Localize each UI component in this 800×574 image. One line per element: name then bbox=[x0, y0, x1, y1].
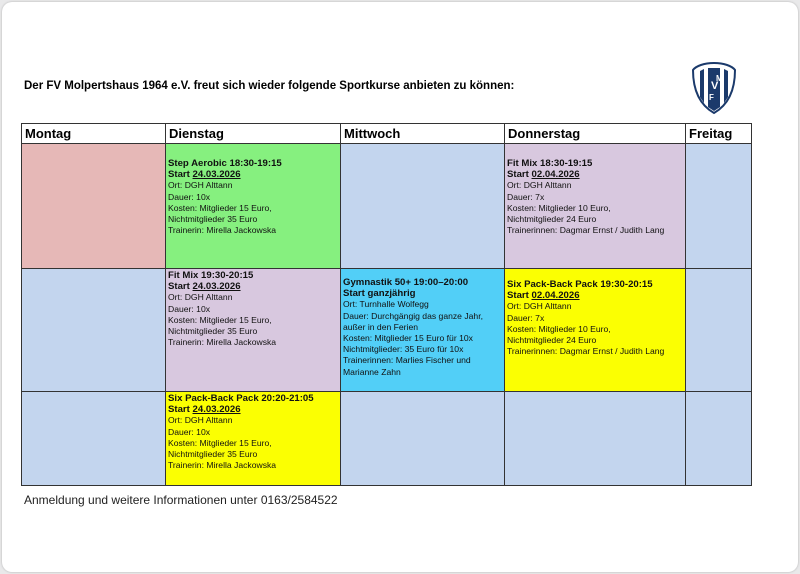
logo-letter-m: M bbox=[716, 74, 723, 83]
course-title: Six Pack-Back Pack 19:30-20:15 bbox=[507, 279, 653, 290]
course-title: Fit Mix 18:30-19:15 bbox=[507, 158, 593, 169]
day-header-montag: Montag bbox=[22, 124, 166, 144]
course-trainer: Trainerin: Mirella Jackowska bbox=[168, 225, 277, 236]
course-duration-note: außer in den Ferien bbox=[343, 321, 418, 332]
course-title: Step Aerobic 18:30-19:15 bbox=[168, 158, 282, 169]
course-start: Start 02.04.2026 bbox=[507, 169, 580, 181]
course-trainer: Trainerinnen: Dagmar Ernst / Judith Lang bbox=[507, 346, 665, 357]
course-step-aerobic bbox=[166, 144, 341, 269]
course-start: Start 24.03.2026 bbox=[168, 281, 241, 293]
course-title: Six Pack-Back Pack 20:20-21:05 bbox=[168, 393, 314, 404]
course-location: Ort: DGH Alttann bbox=[507, 180, 572, 191]
course-start: Start 02.04.2026 bbox=[507, 290, 580, 302]
start-date: 02.04.2026 bbox=[531, 290, 580, 302]
course-cost-nonmembers: Nichtmitglieder 24 Euro bbox=[507, 214, 597, 225]
course-start: Start 24.03.2026 bbox=[168, 169, 241, 181]
course-location: Ort: DGH Alttann bbox=[168, 415, 233, 426]
course-title: Gymnastik 50+ 19:00–20:00 bbox=[343, 277, 469, 288]
logo-letter-f: F bbox=[709, 93, 714, 102]
course-location: Ort: DGH Alttann bbox=[507, 301, 572, 312]
course-trainer: Trainerin: Mirella Jackowska bbox=[168, 460, 277, 471]
logo-letter-v: V bbox=[711, 80, 719, 92]
course-duration: Dauer: Durchgängig das ganze Jahr, bbox=[343, 310, 483, 321]
course-gymnastik-50plus bbox=[341, 269, 505, 392]
course-six-pack-thursday bbox=[505, 269, 686, 392]
course-duration: Dauer: 10x bbox=[168, 426, 211, 437]
start-date: 02.04.2026 bbox=[531, 169, 580, 181]
day-header-mittwoch: Mittwoch bbox=[341, 124, 505, 144]
course-duration: Dauer: 10x bbox=[168, 303, 211, 314]
course-location: Ort: Turnhalle Wolfegg bbox=[343, 299, 429, 310]
course-duration: Dauer: 7x bbox=[507, 191, 545, 202]
cell-freitag-row2 bbox=[686, 269, 751, 392]
club-logo bbox=[690, 61, 738, 115]
day-header-donnerstag: Donnerstag bbox=[505, 124, 686, 144]
cell-freitag-row1 bbox=[686, 144, 751, 269]
cell-donnerstag-row3 bbox=[505, 392, 686, 485]
course-cost-nonmembers: Nichtmitglieder 24 Euro bbox=[507, 335, 597, 346]
course-trainer: Trainerinnen: Marlies Fischer und bbox=[343, 355, 471, 366]
course-duration: Dauer: 10x bbox=[168, 191, 211, 202]
course-duration: Dauer: 7x bbox=[507, 312, 545, 323]
schedule-table bbox=[21, 123, 752, 486]
document-page bbox=[2, 2, 798, 572]
course-cost-nonmembers: Nichtmitglieder: 35 Euro für 10x bbox=[343, 344, 464, 355]
day-header-dienstag: Dienstag bbox=[166, 124, 341, 144]
course-cost-members: Kosten: Mitglieder 15 Euro für 10x bbox=[343, 333, 473, 344]
start-date: 24.03.2026 bbox=[192, 281, 241, 293]
course-cost-members: Kosten: Mitglieder 15 Euro, bbox=[168, 437, 272, 448]
start-date: 24.03.2026 bbox=[192, 404, 241, 416]
course-cost-members: Kosten: Mitglieder 15 Euro, bbox=[168, 314, 272, 325]
intro-text: Der FV Molpertshaus 1964 e.V. freut sich wieder folgende Sportkurse anbieten zu können: bbox=[24, 80, 515, 92]
course-cost-members: Kosten: Mitglieder 15 Euro, bbox=[168, 202, 272, 213]
course-location: Ort: DGH Alttann bbox=[168, 180, 233, 191]
cell-mittwoch-row3 bbox=[341, 392, 505, 485]
course-cost-members: Kosten: Mitglieder 10 Euro, bbox=[507, 323, 611, 334]
course-cost-nonmembers: Nichtmitglieder 35 Euro bbox=[168, 449, 258, 460]
course-cost-nonmembers: Nichtmitglieder 35 Euro bbox=[168, 214, 258, 225]
course-title: Fit Mix 19:30-20:15 bbox=[168, 270, 254, 281]
cell-montag-row2 bbox=[22, 269, 166, 392]
course-location: Ort: DGH Alttann bbox=[168, 292, 233, 303]
course-six-pack-tuesday bbox=[166, 392, 341, 485]
cell-mittwoch-row1 bbox=[341, 144, 505, 269]
course-trainer: Trainerinnen: Dagmar Ernst / Judith Lang bbox=[507, 225, 665, 236]
footer-contact: Anmeldung und weitere Informationen unter 0163/2584522 bbox=[24, 493, 338, 507]
cell-montag-row1 bbox=[22, 144, 166, 269]
course-start: Start 24.03.2026 bbox=[168, 404, 241, 416]
cell-freitag-row3 bbox=[686, 392, 751, 485]
cell-montag-row3 bbox=[22, 392, 166, 485]
course-fit-mix-tuesday bbox=[166, 269, 341, 392]
course-start: Start ganzjährig bbox=[343, 288, 416, 300]
course-trainer: Trainerin: Mirella Jackowska bbox=[168, 337, 277, 348]
course-cost-members: Kosten: Mitglieder 10 Euro, bbox=[507, 202, 611, 213]
course-trainer-cont: Marianne Zahn bbox=[343, 366, 401, 377]
course-fit-mix-thursday bbox=[505, 144, 686, 269]
start-date: 24.03.2026 bbox=[192, 169, 241, 181]
course-cost-nonmembers: Nichtmitglieder 35 Euro bbox=[168, 326, 258, 337]
day-header-freitag: Freitag bbox=[686, 124, 751, 144]
